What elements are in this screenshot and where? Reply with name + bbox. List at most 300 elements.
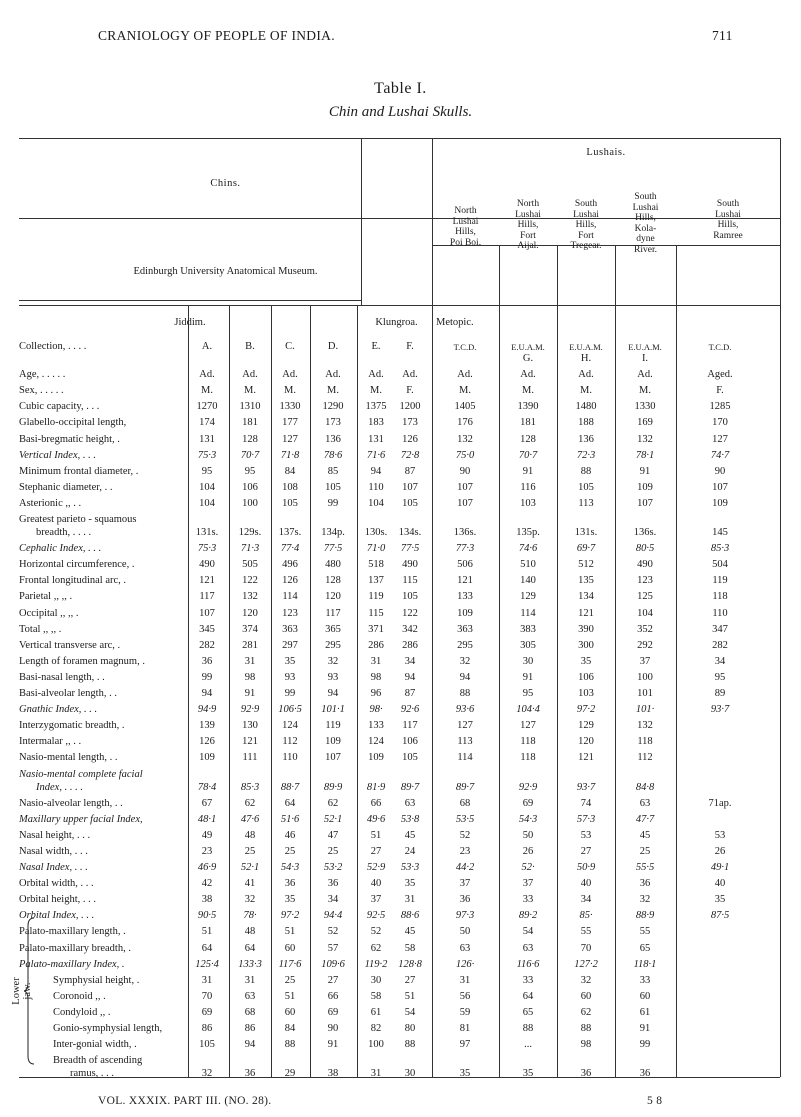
- table-cell: 27: [327, 974, 339, 986]
- table-cell: 89: [714, 688, 726, 699]
- table-cell: 135p.: [516, 527, 540, 538]
- table-cell: 1200: [399, 401, 421, 413]
- table-cell: 88: [284, 1039, 296, 1051]
- table-cell: 123: [282, 607, 298, 619]
- table-cell: 109: [368, 752, 384, 764]
- table-cell: 40: [370, 878, 382, 890]
- lushai-col-header-line: Hills,: [575, 220, 597, 230]
- row-label: Vertical Index, . . .: [19, 449, 96, 461]
- table-cell: 120: [578, 736, 594, 748]
- table-cell: 78·1: [635, 449, 655, 461]
- table-cell: 77·4: [280, 543, 300, 555]
- table-cell: 129: [578, 720, 594, 732]
- table-cell: 31: [370, 1068, 382, 1080]
- table-cell: 104: [199, 481, 215, 493]
- table-cell: 57·3: [576, 813, 596, 825]
- table-cell: 45: [404, 926, 416, 938]
- table-cell: 66: [370, 797, 382, 809]
- table-cell: 51: [404, 990, 416, 1002]
- table-cell: 72·8: [400, 449, 420, 461]
- table-cell: 125·4: [195, 958, 219, 970]
- table-cell: 59: [459, 1006, 471, 1018]
- table-cell: C.: [285, 341, 295, 352]
- table-cell: 78·4: [197, 781, 217, 793]
- row-label: Asterionic ,, . .: [19, 497, 82, 509]
- table-cell: 345: [199, 623, 215, 635]
- table-cell: 169: [637, 417, 653, 429]
- table-cell: 48·1: [197, 813, 217, 825]
- table-cell: 512: [578, 559, 594, 571]
- table-cell: Ad.: [637, 369, 653, 381]
- row-label: Nasio-mental complete facial: [19, 768, 143, 780]
- table-cell: 365: [325, 623, 341, 635]
- table-cell: 89·9: [323, 781, 343, 793]
- table-cell: 119·2: [364, 958, 388, 970]
- table-cell: 51: [201, 926, 213, 938]
- table-cell: 121: [457, 575, 473, 587]
- table-cell: 88: [522, 1023, 534, 1034]
- table-cell: 71·8: [280, 449, 300, 461]
- table-cell: 36: [201, 655, 213, 667]
- table-cell: 38: [327, 1068, 339, 1080]
- table-cell: 97·2: [280, 910, 300, 922]
- table-cell: 55: [639, 926, 651, 938]
- table-cell: 26: [714, 845, 726, 857]
- table-cell: 71·0: [366, 543, 386, 555]
- table-cell: 80·5: [635, 543, 655, 555]
- table-cell: 126: [282, 575, 298, 587]
- table-cell: 34: [580, 894, 592, 906]
- table-cell: 93·6: [455, 704, 475, 716]
- row-label: Cubic capacity, . . .: [19, 401, 100, 413]
- table-cell: 119: [325, 720, 341, 732]
- table-cell: 49: [201, 829, 213, 841]
- table-cell: 35: [459, 1068, 471, 1080]
- lower-jaw-brace: [24, 916, 38, 1066]
- table-cell: 35: [404, 878, 416, 890]
- table-cell: 300: [578, 639, 594, 651]
- table-cell: A.: [201, 341, 213, 352]
- table-cell: 33: [522, 974, 534, 986]
- table-cell: 69: [327, 1006, 339, 1018]
- header-edinburgh: Edinburgh University Anatomical Museum.: [133, 266, 318, 277]
- row-label: Stephanic diameter, . .: [19, 481, 113, 493]
- table-cell: 37: [370, 894, 382, 906]
- table-cell: 113: [578, 497, 594, 509]
- table-cell: 113: [457, 736, 473, 748]
- row-label: Interzygomatic breadth, .: [19, 720, 125, 732]
- table-cell: 53·2: [323, 862, 343, 873]
- table-cell: 1290: [322, 401, 344, 413]
- table-cell: 1270: [196, 401, 218, 413]
- table-cell: 504: [712, 559, 728, 571]
- table-cell: 77·3: [455, 543, 475, 555]
- table-cell: 63: [639, 797, 651, 809]
- table-cell: 51·6: [280, 813, 300, 825]
- table-cell: 173: [402, 417, 418, 429]
- table-cell: 91: [327, 1039, 339, 1051]
- table-cell: 30: [522, 655, 534, 667]
- table-cell: 69: [201, 1006, 213, 1018]
- table-cell: 89·2: [518, 910, 538, 922]
- row-label: Coronoid ,, .: [53, 990, 106, 1002]
- table-cell: 25: [639, 845, 651, 857]
- table-cell: 111: [242, 752, 258, 764]
- table-cell: 37: [459, 878, 471, 890]
- lushai-col-header-line: Fort: [520, 230, 536, 241]
- table-cell: 114: [457, 752, 473, 764]
- table-cell: D.: [327, 341, 339, 352]
- table-cell: 25: [284, 974, 296, 986]
- lushai-col-header-line: Hills,: [517, 220, 539, 230]
- table-cell: 93·7: [710, 704, 730, 716]
- table-cell: 33: [522, 894, 534, 906]
- table-cell: 98: [370, 671, 382, 683]
- table-cell: 60: [639, 990, 651, 1002]
- lushai-col-header-line: Fort: [578, 230, 594, 241]
- table-cell: 118·1: [633, 958, 657, 970]
- table-cell: 176: [457, 417, 473, 429]
- table-cell: 99: [639, 1039, 651, 1051]
- table-cell: 58: [404, 942, 416, 954]
- table-cell: 101: [637, 688, 653, 699]
- lushai-col-header-line: Lushai: [573, 209, 599, 220]
- row-label: Length of foramen magnum, .: [19, 655, 145, 667]
- header-jiddim: Jiddim.: [174, 317, 206, 328]
- table-cell: 94: [327, 688, 339, 699]
- row-label: Breadth of ascending: [53, 1055, 143, 1067]
- table-cell: 77·5: [400, 543, 420, 555]
- table-cell: 94: [370, 465, 382, 477]
- table-cell: 35: [580, 655, 592, 667]
- table-cell: 131: [368, 433, 384, 445]
- table-cell: 295: [325, 639, 341, 651]
- row-label: Cephalic Index, . . .: [19, 543, 102, 555]
- table-cell: 106·5: [278, 704, 302, 716]
- table-cell: 77·5: [323, 543, 343, 555]
- table-cell: 86: [201, 1023, 213, 1034]
- table-cell: 117: [325, 607, 341, 619]
- table-cell: 42: [201, 878, 213, 890]
- table-cell: 132: [637, 433, 653, 445]
- table-cell: 47: [327, 829, 339, 841]
- table-cell: 69·7: [576, 543, 596, 555]
- table-cell-sub: I.: [641, 353, 649, 364]
- table-cell: 109: [637, 481, 653, 493]
- lushai-col-header-0: [432, 206, 499, 248]
- table-cell: 99: [201, 671, 213, 683]
- table-cell: 87: [404, 465, 416, 477]
- table-cell: 383: [520, 623, 536, 635]
- lushai-col-header-line: Ramree: [713, 230, 743, 241]
- table-cell: 181: [520, 417, 536, 429]
- table-cell: 95: [714, 671, 726, 683]
- table-cell: 30: [370, 974, 382, 986]
- row-label: Vertical transverse arc, .: [19, 639, 121, 651]
- table-cell: 98: [580, 1039, 592, 1051]
- table-cell: 88: [459, 688, 471, 699]
- table-cell: 109: [325, 736, 341, 748]
- table-cell: 51: [284, 990, 296, 1002]
- table-cell: E.U.A.M.: [628, 342, 662, 352]
- lushai-col-header-line: Lushai: [515, 209, 541, 220]
- row-label: Symphysial height, .: [53, 974, 140, 986]
- table-cell: 133: [368, 720, 384, 732]
- table-cell: 34: [327, 894, 339, 906]
- table-cell: 94: [201, 688, 213, 699]
- row-label: Nasio-alveolar length, . .: [19, 797, 123, 809]
- table-cell: 127·2: [574, 958, 598, 970]
- table-cell: 60: [284, 1006, 296, 1018]
- table-cell: M.: [639, 385, 651, 397]
- table-cell: 52·1: [240, 862, 260, 873]
- table-cell: 67: [201, 797, 213, 809]
- table-cell: 97: [459, 1039, 471, 1051]
- table-cell: 510: [520, 559, 536, 571]
- table-cell: 41: [244, 878, 256, 890]
- table-cell: 65: [522, 1006, 534, 1018]
- table-cell: 107: [637, 497, 653, 509]
- table-cell: 120: [325, 591, 341, 603]
- table-cell: 106: [242, 481, 258, 493]
- table-cell: 305: [520, 639, 536, 651]
- table-cell: T.C.D.: [453, 342, 477, 352]
- table-cell: 92·6: [400, 704, 420, 716]
- table-cell: 136s.: [633, 527, 657, 538]
- table-cell: 38: [201, 894, 213, 906]
- table-cell: 105: [325, 481, 341, 493]
- table-cell: M.: [284, 385, 296, 397]
- table-cell: 97·3: [455, 910, 475, 922]
- table-subtitle: Chin and Lushai Skulls.: [328, 104, 473, 120]
- table-cell: 97·2: [576, 704, 596, 716]
- table-cell: 64: [284, 797, 296, 809]
- row-label: Glabello-occipital length,: [19, 417, 127, 429]
- row-label: Sex, . . . . .: [19, 385, 64, 397]
- table-cell: 123: [637, 575, 653, 587]
- table-cell: 181: [242, 417, 258, 429]
- table-cell: 82: [370, 1023, 382, 1034]
- row-label: Condyloid ,, .: [53, 1006, 111, 1018]
- table-cell: 84·8: [635, 781, 655, 793]
- table-cell: 104: [368, 497, 384, 509]
- table-cell: 115: [402, 575, 418, 587]
- table-cell: 51: [284, 926, 296, 938]
- lushai-col-header-2: [557, 199, 615, 252]
- table-cell: 133·3: [238, 958, 262, 970]
- table-cell: 127: [712, 433, 728, 445]
- table-cell: 101·: [635, 704, 655, 716]
- table-cell: 117·6: [278, 958, 302, 970]
- table-cell: 107: [199, 607, 215, 619]
- table-cell: 90: [459, 465, 471, 477]
- table-cell: 118: [520, 736, 536, 748]
- row-label: Parietal ,, ,, .: [19, 591, 73, 603]
- table-cell: 34: [404, 655, 416, 667]
- table-cell: 52: [370, 926, 382, 938]
- table-cell: 25: [284, 845, 296, 857]
- table-cell: 104: [199, 497, 215, 509]
- table-cell: 281: [242, 639, 258, 651]
- table-cell: 32: [201, 1068, 213, 1080]
- lushai-col-header-line: Hills,: [455, 227, 476, 237]
- table-cell: 44·2: [455, 862, 475, 873]
- table-cell: 85: [327, 465, 339, 477]
- table-cell: 87: [404, 688, 416, 699]
- table-cell: 24: [404, 845, 416, 857]
- table-cell: 127: [457, 720, 473, 732]
- table-cell: 37: [522, 878, 534, 890]
- table-cell: 36: [327, 878, 339, 890]
- row-label: Nasio-mental length, . .: [19, 752, 118, 764]
- lushai-col-header-line: Lushai: [715, 209, 741, 220]
- table-cell: 131: [199, 433, 215, 445]
- table-cell: 66: [327, 990, 339, 1002]
- table-cell: 132: [242, 591, 258, 603]
- table-cell: 115: [368, 607, 384, 619]
- table-cell: E.U.A.M.: [569, 342, 603, 352]
- table-cell: 36: [639, 1068, 651, 1080]
- table-cell: 53: [714, 829, 726, 841]
- lushai-col-header-line: River.: [634, 244, 657, 255]
- table-cell: 70: [201, 990, 213, 1002]
- row-label: Index, . . . .: [36, 781, 83, 793]
- table-cell: 36: [284, 878, 296, 890]
- table-cell: 95: [522, 688, 534, 699]
- table-cell: 78·6: [323, 449, 343, 461]
- table-cell: T.C.D.: [708, 342, 732, 352]
- table-cell: 75·3: [197, 543, 217, 555]
- table-cell: 61: [639, 1006, 651, 1018]
- table-cell: 50: [459, 926, 471, 938]
- row-label: Frontal longitudinal arc, .: [19, 575, 127, 587]
- table-cell: 31: [370, 655, 382, 667]
- table-cell: 32: [580, 974, 592, 986]
- table-cell: 29: [284, 1068, 296, 1080]
- row-label: Gnathic Index, . . .: [19, 704, 98, 716]
- table-cell: 99: [327, 497, 339, 509]
- table-cell: 88: [580, 465, 592, 477]
- table-cell: 107: [325, 752, 341, 764]
- table-cell: 45: [404, 829, 416, 841]
- table-cell: 108: [282, 481, 298, 493]
- table-cell: 31: [244, 974, 256, 986]
- table-cell: 63: [459, 942, 471, 954]
- table-cell: 109: [712, 497, 728, 509]
- row-label: Nasal width, . . .: [19, 845, 88, 857]
- table-cell: Ad.: [242, 369, 258, 381]
- table-cell: 56: [459, 990, 471, 1002]
- table-cell: 31: [459, 974, 471, 986]
- lushai-col-header-line: North: [454, 206, 477, 216]
- row-label: ramus, . . .: [70, 1068, 115, 1080]
- table-cell: 121: [578, 607, 594, 619]
- table-cell: 58: [370, 990, 382, 1002]
- table-cell: 107: [457, 497, 473, 509]
- table-cell: 135: [578, 575, 594, 587]
- table-cell: 130s.: [364, 527, 388, 538]
- lushai-col-header-line: South: [634, 192, 657, 202]
- table-cell: 174: [199, 417, 215, 429]
- table-cell: 45: [639, 829, 651, 841]
- table-cell: Ad.: [325, 369, 341, 381]
- table-cell: 94·9: [197, 704, 217, 716]
- table-cell: 57: [327, 942, 339, 954]
- row-label: Palato-maxillary Index, .: [19, 958, 125, 970]
- table-cell: 32: [244, 894, 256, 906]
- table-cell: 68: [244, 1006, 256, 1018]
- table-cell: 170: [712, 417, 728, 429]
- table-cell: 88: [580, 1023, 592, 1034]
- table-cell: 490: [199, 559, 215, 571]
- table-cell: 70·7: [240, 449, 260, 461]
- table-cell: 60: [580, 990, 592, 1002]
- table-cell: 91: [522, 465, 534, 477]
- table-cell: 128: [325, 575, 341, 587]
- table-cell: 95: [244, 465, 256, 477]
- table-cell: 53: [580, 829, 592, 841]
- table-cell: 93: [284, 671, 296, 683]
- table-cell: 35: [284, 894, 296, 906]
- table-cell: 74·6: [518, 543, 538, 555]
- lushai-col-header-line: Poi Boi.: [449, 237, 482, 248]
- table-cell: 94: [244, 1039, 256, 1051]
- table-cell: 128: [242, 433, 258, 445]
- lushai-col-header-line: Kola-: [634, 223, 657, 234]
- table-cell: 506: [457, 559, 473, 571]
- footer-signature: 5 8: [647, 1095, 663, 1107]
- table-cell: M.: [327, 385, 339, 397]
- table-cell: 26: [522, 845, 534, 857]
- table-cell: 64: [522, 990, 534, 1002]
- table-cell: 64: [201, 942, 213, 954]
- row-label: breadth, . . . .: [36, 527, 92, 538]
- table-cell: Ad.: [520, 369, 536, 381]
- table-cell: 53·5: [455, 813, 475, 825]
- lushai-col-header-line: Hills,: [717, 220, 739, 230]
- row-label: Gonio-symphysial length,: [53, 1023, 163, 1034]
- table-cell: 71·6: [366, 449, 386, 461]
- table-cell: 104·4: [516, 704, 540, 716]
- table-cell: 48: [244, 829, 256, 841]
- table-cell: 92·9: [518, 781, 538, 793]
- table-cell: 49·1: [710, 862, 730, 873]
- footer-volume: VOL. XXXIX. PART III. (NO. 28).: [98, 1095, 272, 1107]
- table-cell: 54: [522, 926, 534, 938]
- table-cell: 131s.: [574, 527, 598, 538]
- table-cell: 122: [242, 575, 258, 587]
- table-cell: 75·3: [197, 449, 217, 461]
- table-cell: 282: [199, 639, 215, 651]
- table-cell: 98·: [369, 704, 383, 716]
- table-cell: 117: [199, 591, 215, 603]
- table-cell: 145: [712, 527, 728, 538]
- lushai-col-header-4: [676, 199, 780, 241]
- table-cell: 50: [522, 829, 534, 841]
- table-cell: 352: [637, 623, 653, 635]
- table-cell: 47·7: [635, 813, 655, 825]
- table-cell: 106: [578, 671, 594, 683]
- table-cell: 62: [327, 797, 339, 809]
- table-cell: 286: [402, 639, 418, 651]
- table-cell: 114: [520, 607, 536, 619]
- row-label: Occipital ,, ,, .: [19, 607, 79, 619]
- table-cell: 88·6: [400, 910, 420, 922]
- row-label: Palato-maxillary breadth, .: [19, 942, 131, 954]
- row-label: Nasal height, . . .: [19, 829, 91, 841]
- table-cell: 40: [580, 878, 592, 890]
- table-cell: Ad.: [368, 369, 384, 381]
